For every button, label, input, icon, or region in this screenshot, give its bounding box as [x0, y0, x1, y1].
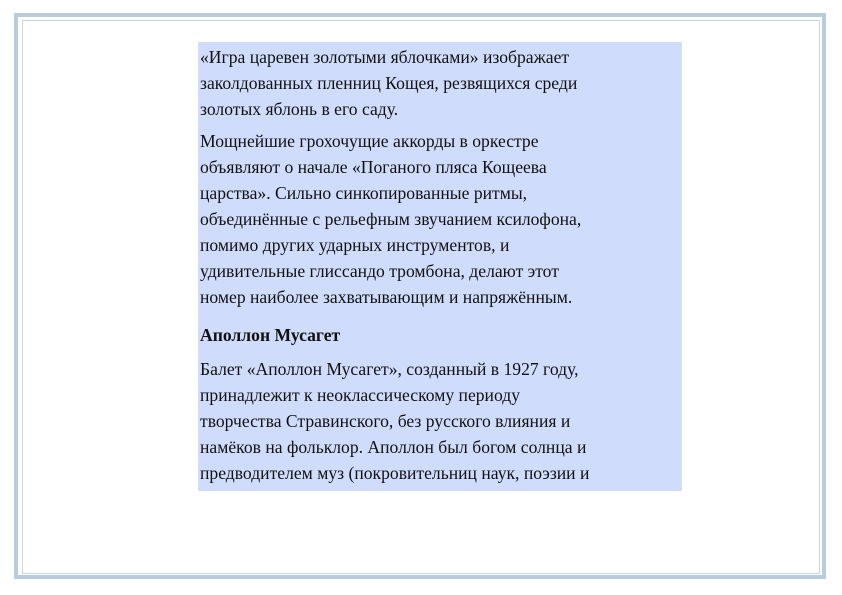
- paragraph-golden-apples: «Игра царевен золотыми яблочками» изображает заколдованных пленниц Кощея, резвящихся среди золотых яблонь в его саду.: [200, 47, 578, 119]
- section-heading-apollon: Аполлон Мусагет: [200, 325, 341, 345]
- paragraph-apollon-musagete: Балет «Аполлон Мусагет», созданный в 1927 году, принадлежит к неоклассическому периоду творчества Стравинского, без русского влияния и намёков на фольклор. Аполлон был богом солнца и предводителем муз (покровительниц наук, поэзии и: [200, 359, 590, 483]
- highlighted-text-block: [198, 42, 682, 491]
- paragraph-infernal-dance: Мощнейшие грохочущие аккорды в оркестре объявляют о начале «Поганого пляса Кощеева царства». Сильно синкопированные ритмы, объединённые с рельефным звучанием ксилофона, помимо других ударных инструментов, и удивительные глиссандо тромбона, делают этот номер наиболее захватывающим и напряжённым.: [200, 131, 582, 307]
